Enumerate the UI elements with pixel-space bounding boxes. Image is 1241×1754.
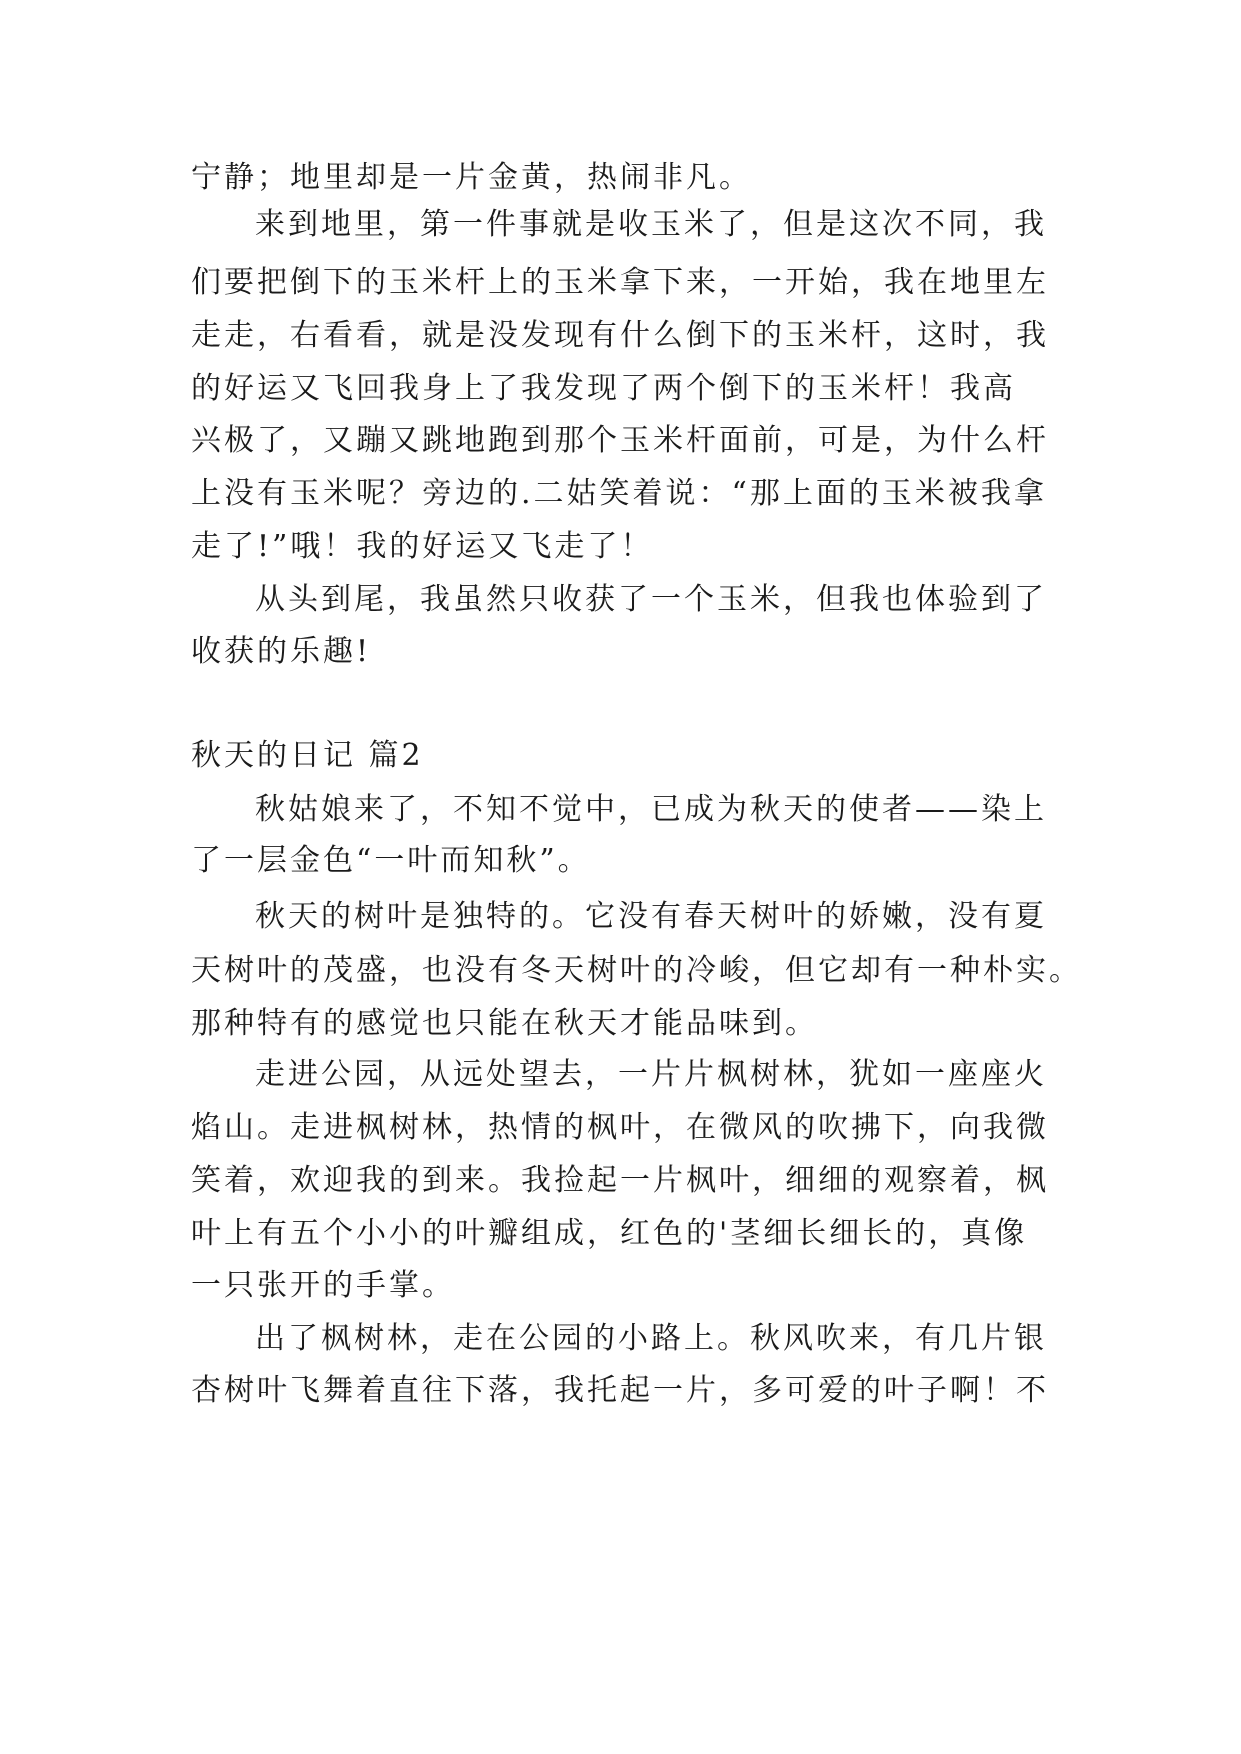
section-heading: 秋天的日记 篇2 [191,738,424,773]
paragraph-line: 宁静；地里却是一片金黄，热闹非凡。 [191,160,752,195]
paragraph-line: 走了!”哦！我的好运又飞走了！ [191,529,654,564]
paragraph-line: 从头到尾，我虽然只收获了一个玉米，但我也体验到了 [255,582,1047,617]
paragraph-line: 出了枫树林，走在公园的小路上。秋风吹来，有几片银 [255,1321,1047,1356]
paragraph-line: 笑着，欢迎我的到来。我捡起一片枫叶，细细的观察着，枫 [191,1163,1049,1198]
paragraph-line: 来到地里，第一件事就是收玉米了，但是这次不同，我 [255,207,1047,242]
paragraph-line: 走走，右看看，就是没发现有什么倒下的玉米杆，这时，我 [191,318,1049,353]
paragraph-line: 收获的乐趣! [191,634,372,669]
paragraph-line: 一只张开的手掌。 [191,1268,455,1303]
paragraph-line: 走进公园，从远处望去，一片片枫树林，犹如一座座火 [255,1057,1047,1092]
paragraph-line: 兴极了，又蹦又跳地跑到那个玉米杆面前，可是，为什么杆 [191,423,1049,458]
paragraph-line: 秋姑娘来了，不知不觉中，已成为秋天的使者——染上 [255,792,1047,827]
paragraph-line: 上没有玉米呢？旁边的.二姑笑着说：“那上面的玉米被我拿 [191,476,1047,511]
paragraph-line: 焰山。走进枫树林，热情的枫叶，在微风的吹拂下，向我微 [191,1110,1049,1145]
paragraph-line: 杏树叶飞舞着直往下落，我托起一片，多可爱的叶子啊！不 [191,1373,1049,1408]
paragraph-line: 叶上有五个小小的叶瓣组成，红色的'茎细长细长的，真像 [191,1216,1028,1251]
paragraph-line: 们要把倒下的玉米杆上的玉米拿下来，一开始，我在地里左 [191,265,1049,300]
paragraph-line: 的好运又飞回我身上了我发现了两个倒下的玉米杆！我高 [191,371,1016,406]
paragraph-line: 那种特有的感觉也只能在秋天才能品味到。 [191,1006,818,1041]
paragraph-line: 天树叶的茂盛，也没有冬天树叶的冷峻，但它却有一种朴实。 [191,953,1082,988]
paragraph-line: 了一层金色“一叶而知秋”。 [191,843,591,878]
paragraph-line: 秋天的树叶是独特的。它没有春天树叶的娇嫩，没有夏 [255,899,1047,934]
